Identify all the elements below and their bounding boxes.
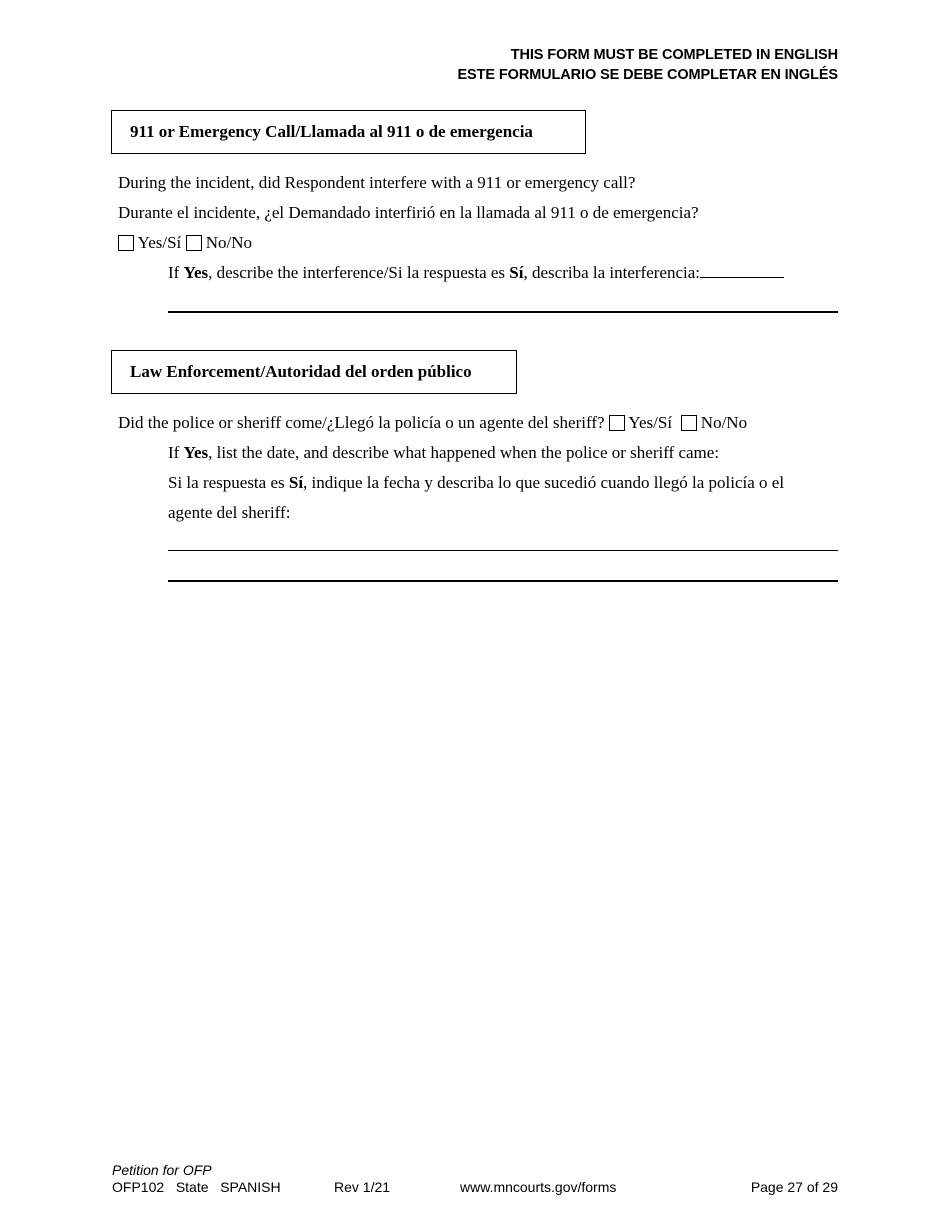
question-police — [118, 413, 747, 433]
interference-inline-field[interactable] — [700, 263, 784, 278]
question-911-spanish: Durante el incidente, ¿el Demandado interfirió en la llamada al 911 o de emergencia? — [118, 203, 699, 222]
notice-spanish: ESTE FORMULARIO SE DEBE COMPLETAR EN INGLÉS — [457, 67, 838, 83]
yes-bold: Yes — [183, 443, 209, 462]
police-answer-line-2[interactable] — [168, 580, 838, 582]
no-checkbox-911[interactable] — [186, 235, 202, 251]
instruction-end: , describa la interferencia: — [523, 263, 700, 282]
question-police-text: Did the police or sheriff come/¿Llegó la policía o un agente del sheriff? — [118, 413, 605, 432]
section-law-title — [111, 350, 517, 394]
form-title: Petition for OFP — [112, 1162, 212, 1178]
if-yes-police-instruction — [168, 443, 719, 463]
footer-website[interactable]: www.mncourts.gov/forms — [460, 1179, 617, 1195]
question-911-english: During the incident, did Respondent interfere with a 911 or emergency call? — [118, 173, 636, 192]
si-police-instruction — [168, 473, 784, 493]
form-scope: State — [175, 1179, 209, 1195]
si-bold: Sí — [288, 473, 304, 492]
si-end: , indique la fecha y describa lo que sucedió cuando llegó la policía o el — [303, 473, 785, 492]
si-bold: Sí — [509, 263, 524, 282]
section-law-title-text: Law Enforcement/Autoridad del orden público — [130, 362, 472, 381]
no-checkbox-police[interactable] — [681, 415, 697, 431]
if-prefix: If — [168, 443, 184, 462]
if-yes-911-instruction — [168, 263, 784, 283]
if-prefix: If — [168, 263, 184, 282]
notice-english: THIS FORM MUST BE COMPLETED IN ENGLISH — [510, 47, 838, 63]
footer-revision: Rev 1/21 — [334, 1179, 391, 1195]
footer-page-number: Page 27 of 29 — [750, 1179, 838, 1195]
section-911-title — [111, 110, 586, 154]
si-police-instruction-cont: agente del sheriff: — [168, 503, 291, 522]
yes-bold: Yes — [183, 263, 209, 282]
no-label-police: No/No — [700, 413, 748, 432]
yes-label-911: Yes/Sí — [137, 233, 182, 252]
form-language-notice — [457, 45, 838, 85]
section-911-title-text: 911 or Emergency Call/Llamada al 911 o de emergencia — [130, 122, 533, 141]
footer-form-code — [112, 1179, 281, 1196]
interference-answer-line[interactable] — [168, 311, 838, 313]
yes-label-police: Yes/Sí — [628, 413, 673, 432]
si-prefix: Si la respuesta es — [168, 473, 289, 492]
yes-checkbox-police[interactable] — [609, 415, 625, 431]
no-label-911: No/No — [205, 233, 253, 252]
yes-checkbox-911[interactable] — [118, 235, 134, 251]
footer-form-title — [112, 1162, 212, 1179]
answer-911-options — [118, 233, 252, 253]
police-answer-line-1[interactable] — [168, 550, 838, 551]
form-language: SPANISH — [220, 1179, 281, 1195]
form-code: OFP102 — [112, 1179, 165, 1195]
instruction-mid: , describe the interference/Si la respuesta es — [208, 263, 510, 282]
instruction-end: , list the date, and describe what happened when the police or sheriff came: — [208, 443, 720, 462]
